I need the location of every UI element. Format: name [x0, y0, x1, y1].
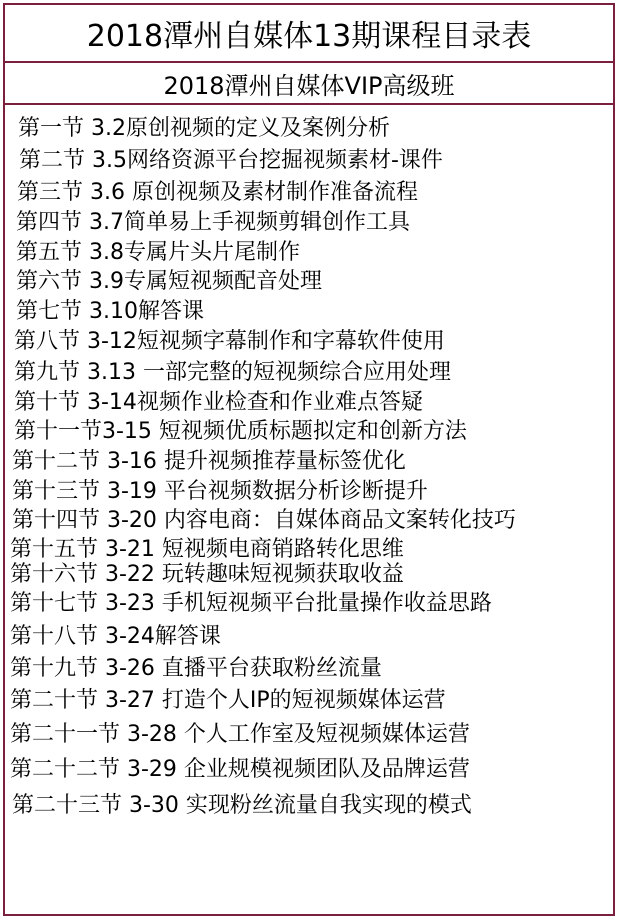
lesson-item: 第二十节 3-27 打造个人IP的短视频媒体运营: [10, 688, 446, 713]
lesson-item: 第十六节 3-22 玩转趣味短视频获取收益: [10, 562, 404, 587]
lesson-item: 第八节 3-12短视频字幕制作和字幕软件使用: [14, 329, 445, 354]
lesson-item: 第二十三节 3-30 实现粉丝流量自我实现的模式: [12, 793, 472, 818]
lesson-item: 第十七节 3-23 手机短视频平台批量操作收益思路: [10, 591, 492, 616]
lesson-item: 第二节 3.5网络资源平台挖掘视频素材-课件: [19, 148, 443, 173]
lesson-list: [5, 105, 613, 914]
lesson-item: 第一节 3.2原创视频的定义及案例分析: [18, 116, 390, 141]
lesson-item: 第二十一节 3-28 个人工作室及短视频媒体运营: [10, 722, 470, 747]
subtitle-row: [5, 63, 613, 105]
lesson-item: 第十一节3-15 短视频优质标题拟定和创新方法: [14, 419, 467, 444]
lesson-item: 第五节 3.8专属片头片尾制作: [16, 240, 300, 265]
table-frame: [3, 3, 615, 916]
lesson-item: 第七节 3.10解答课: [16, 299, 204, 324]
lesson-item: 第十八节 3-24解答课: [10, 624, 221, 649]
lesson-item: 第三节 3.6 原创视频及素材制作准备流程: [17, 180, 418, 205]
lesson-item: 第十五节 3-21 短视频电商销路转化思维: [10, 537, 404, 562]
page-title: 2018潭州自媒体13期课程目录表: [86, 19, 532, 54]
lesson-item: 第六节 3.9专属短视频配音处理: [16, 269, 322, 294]
title-row: [5, 5, 613, 63]
lesson-item: 第十四节 3-20 内容电商：自媒体商品文案转化技巧: [12, 508, 516, 533]
lesson-item: 第二十二节 3-29 企业规模视频团队及品牌运营: [10, 757, 470, 782]
lesson-item: 第十九节 3-26 直播平台获取粉丝流量: [10, 656, 382, 681]
lesson-item: 第九节 3.13 一部完整的短视频综合应用处理: [14, 360, 451, 385]
lesson-item: 第十节 3-14视频作业检查和作业难点答疑: [14, 390, 423, 415]
lesson-item: 第十三节 3-19 平台视频数据分析诊断提升: [12, 479, 428, 504]
lesson-item: 第四节 3.7简单易上手视频剪辑创作工具: [16, 210, 410, 235]
page-subtitle: 2018潭州自媒体VIP高级班: [163, 71, 455, 100]
lesson-item: 第十二节 3-16 提升视频推荐量标签优化: [12, 449, 406, 474]
